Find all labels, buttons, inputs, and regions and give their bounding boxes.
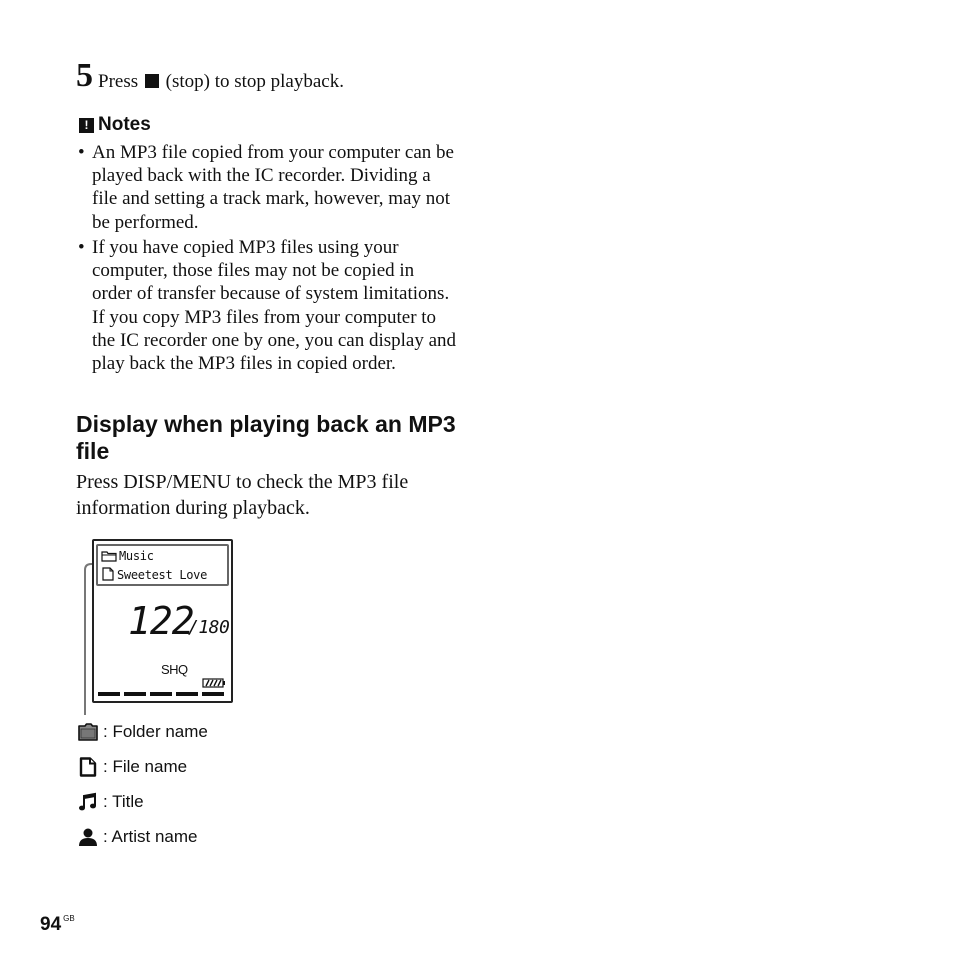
section-title: Display when playing back an MP3 file [76, 411, 456, 464]
lcd-folder-row [101, 547, 154, 565]
bullet-icon: • [78, 142, 85, 163]
lcd-recording-mode: SHQ [161, 662, 188, 677]
note-item [78, 236, 458, 375]
section-body: Press DISP/MENU to check the MP3 file information during playback. [76, 471, 409, 519]
legend-label: : Artist name [103, 827, 198, 846]
level-segment [150, 692, 172, 696]
legend-label: : Title [103, 792, 144, 811]
page-number-value: 94 [40, 914, 62, 935]
page-region: GB [63, 914, 75, 923]
notes-warning-icon: ! [79, 118, 94, 133]
step-text-after: (stop) to stop playback. [165, 71, 344, 92]
level-meter [98, 691, 228, 697]
notes-heading-label: Notes [98, 114, 151, 135]
lcd-info-box [96, 544, 229, 586]
note-text: An MP3 file copied from your computer can be played back with the IC recorder. Dividing a file and setting a track mark, however, may not be performed. [92, 142, 454, 233]
legend-label: : Folder name [103, 722, 208, 741]
file-icon [78, 757, 98, 777]
bullet-icon: • [78, 237, 85, 258]
lcd-display [92, 539, 233, 703]
page-number [40, 907, 75, 937]
note-text: If you have copied MP3 files using your computer, those files may not be copied in order of transfer because of system limitations. If you copy MP3 files from your computer to the IC recorder one by one, you can display and play back the MP3 files in copied order. [92, 237, 457, 375]
notes-heading [79, 113, 151, 137]
lcd-file-row [101, 566, 207, 584]
level-segment [124, 692, 146, 696]
lcd-track-number: 122 [128, 599, 194, 643]
file-icon [101, 567, 115, 581]
battery-icon [202, 678, 226, 688]
music-note-icon [78, 792, 98, 812]
person-icon [78, 827, 98, 847]
folder-icon [101, 550, 117, 562]
legend-label: : File name [103, 757, 188, 776]
stop-icon [145, 74, 159, 88]
lcd-folder-name: Music [119, 549, 154, 563]
level-segment [176, 692, 198, 696]
level-segment [202, 692, 224, 696]
step-number: 5 [76, 57, 93, 94]
step-text-before: Press [98, 71, 139, 92]
lcd-file-name: Sweetest Love [117, 568, 208, 582]
note-item [78, 141, 458, 234]
folder-icon [78, 722, 98, 742]
step-instruction [98, 70, 344, 94]
lcd-track-total: /180 [188, 617, 230, 638]
level-segment [98, 692, 120, 696]
